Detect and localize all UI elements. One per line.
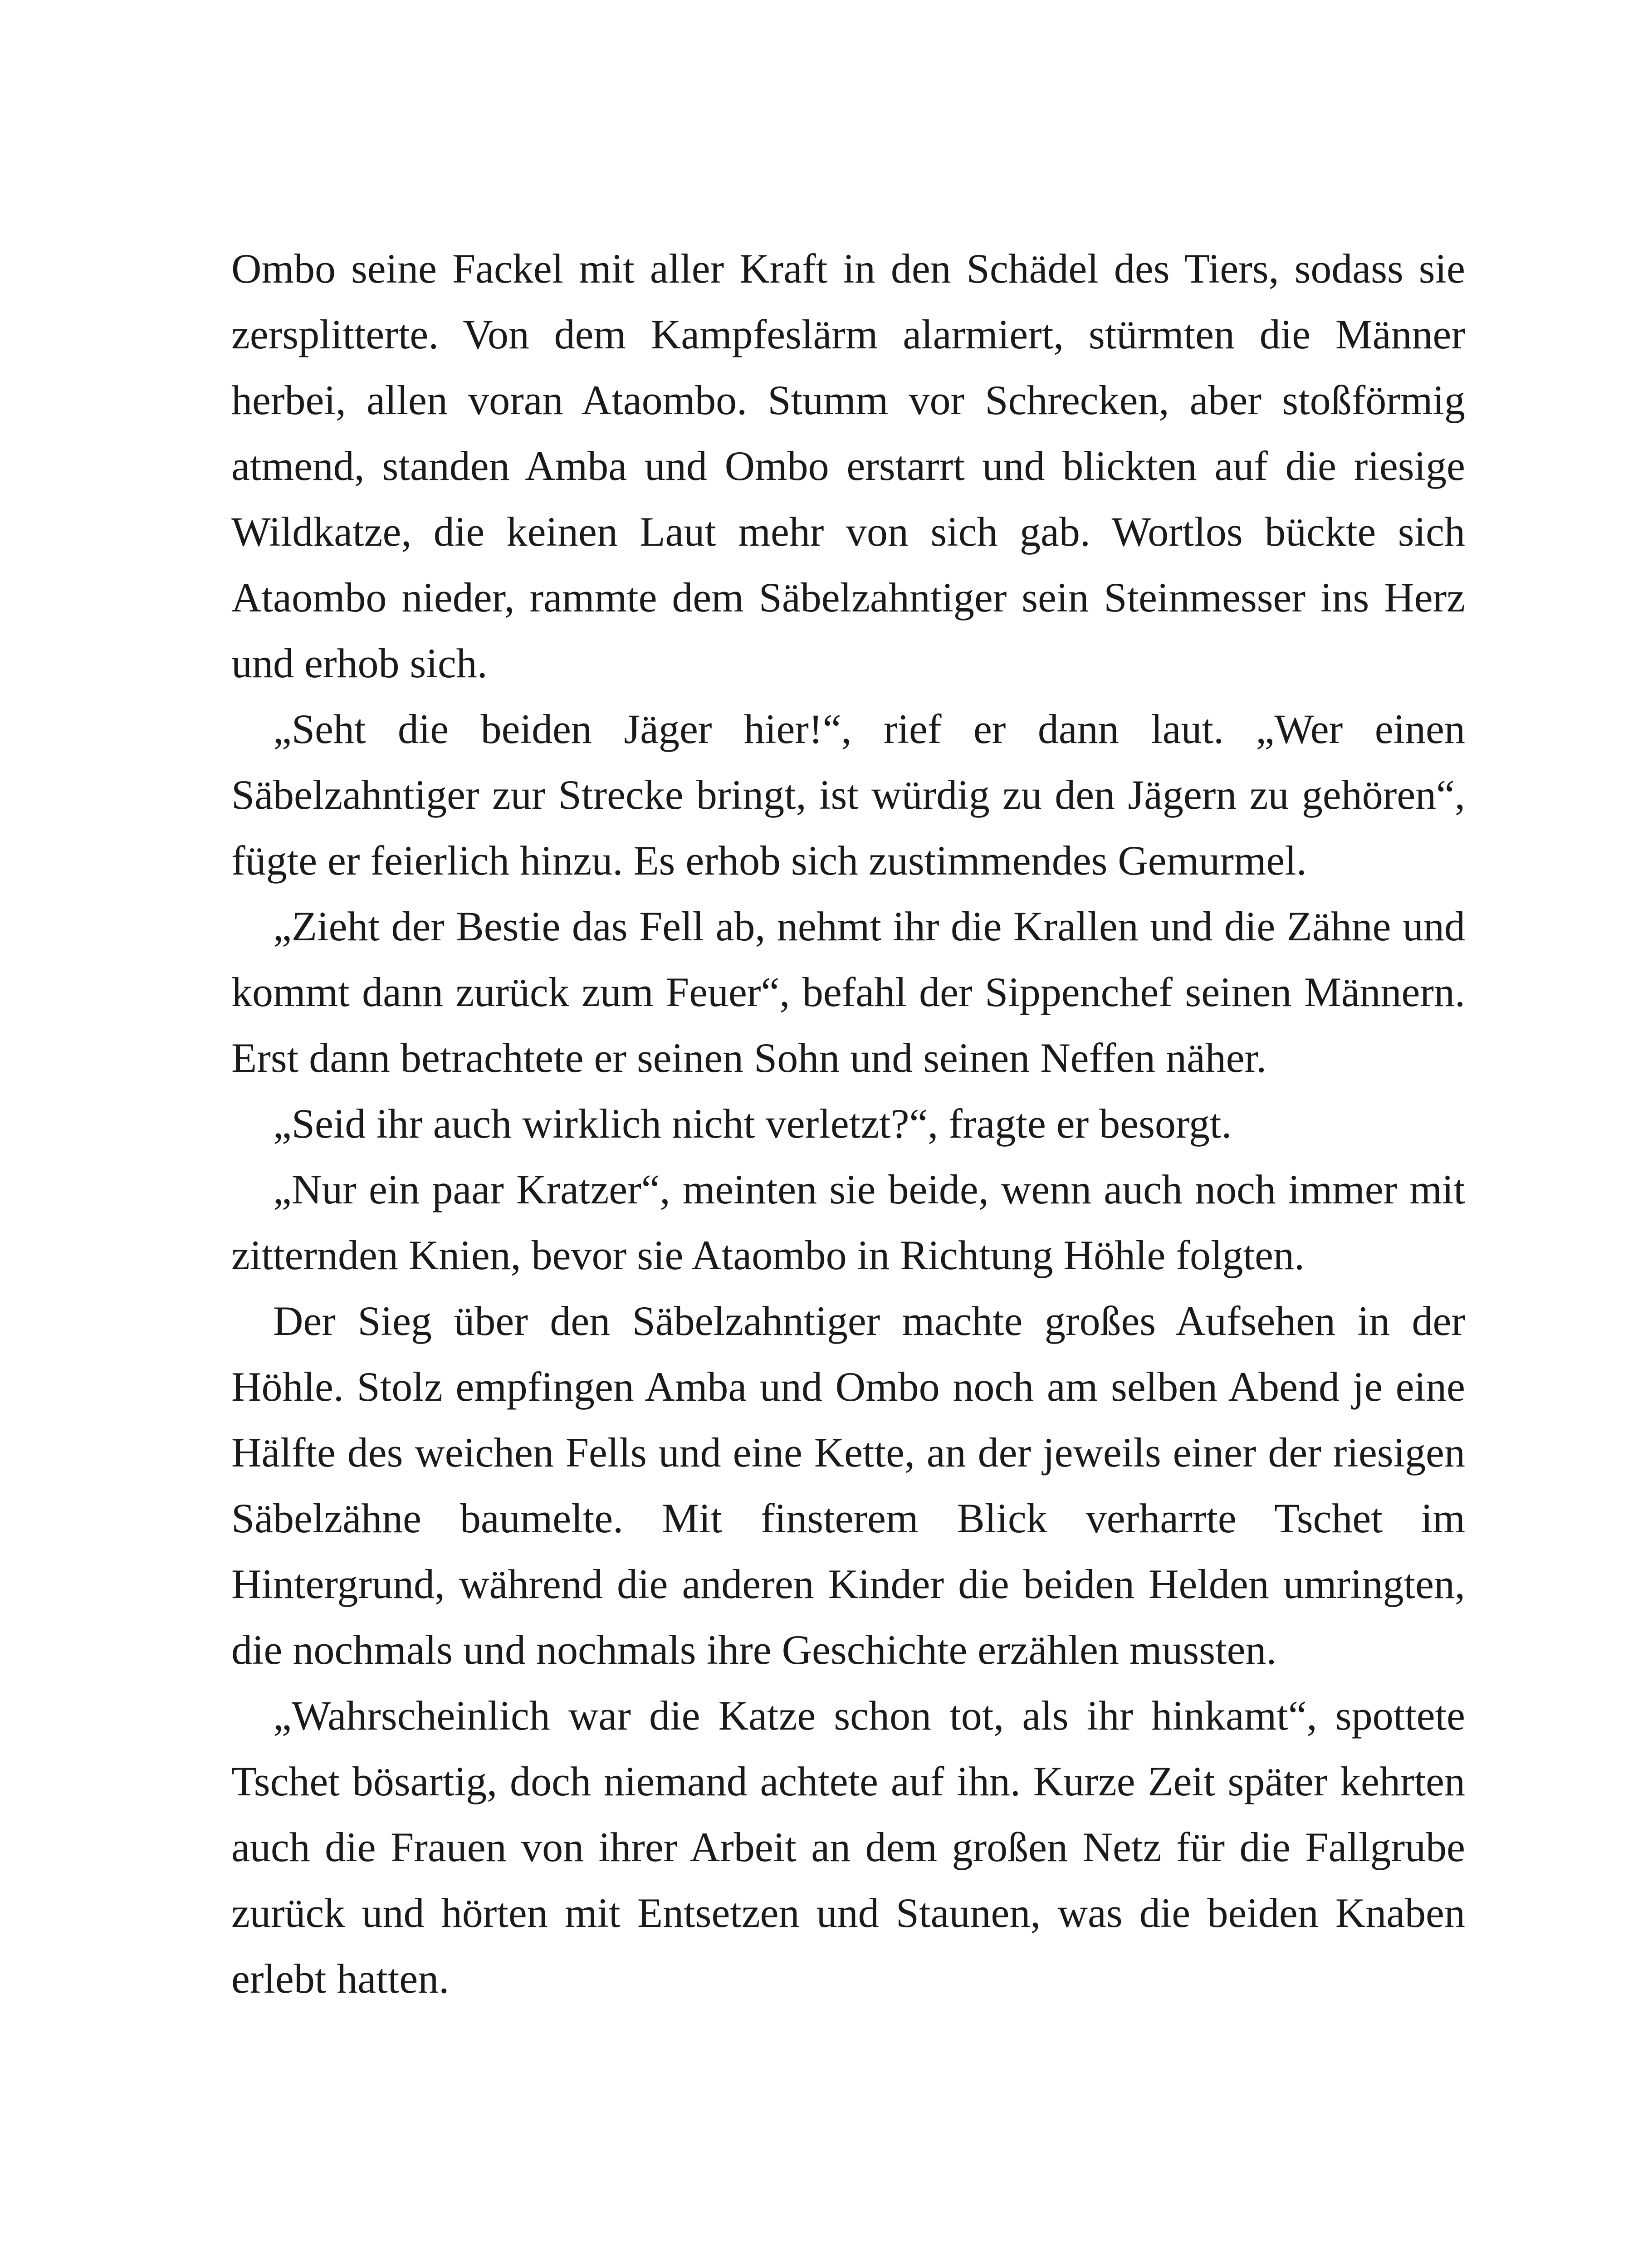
paragraph: „Zieht der Bestie das Fell ab, nehmt ihr die Krallen und die Zähne und kommt dann zurück zum Feuer“, befahl der Sippenchef seinen Männern. Erst dann betrachtete er seinen Sohn und seinen Neffen näher. [231, 903, 1465, 1081]
paragraph: „Wahrscheinlich war die Katze schon tot, als ihr hinkamt“, spottete Tschet bösartig, doch niemand achtete auf ihn. Kurze Zeit später kehrten auch die Frauen von ihrer Arbeit an dem großen Netz für die Fallgrube zurück und hörten mit Entsetzen und Staunen, was die beiden Knaben erlebt hatten. [231, 1692, 1465, 2002]
paragraph: „Seid ihr auch wirklich nicht verletzt?“, fragte er besorgt. [273, 1100, 1232, 1147]
paragraph: „Nur ein paar Kratzer“, meinten sie beide, wenn auch noch immer mit zitternden Knien, bevor sie Ataombo in Richtung Höhle folgten. [231, 1166, 1465, 1278]
body-text [231, 236, 1465, 2012]
paragraph: Der Sieg über den Säbelzahntiger machte großes Aufsehen in der Höhle. Stolz empfingen Amba und Ombo noch am selben Abend je eine Hälfte des weichen Fells und eine Kette, an der jeweils einer der riesigen Säbelzähne baumelte. Mit finsterem Blick verharrte Tschet im Hintergrund, während die anderen Kinder die beiden Helden umringten, die nochmals und nochmals ihre Geschichte erzählen mussten. [231, 1298, 1465, 1673]
paragraph: Ombo seine Fackel mit aller Kraft in den Schädel des Tiers, sodass sie zersplitterte. Von dem Kampfeslärm alarmiert, stürmten die Männer herbei, allen voran Ataombo. Stumm vor Schrecken, aber stoßförmig atmend, standen Amba und Ombo erstarrt und blickten auf die riesige Wildkatze, die keinen Laut mehr von sich gab. Wortlos bückte sich Ataombo nieder, rammte dem Säbelzahntiger sein Steinmesser ins Herz und erhob sich. [231, 245, 1465, 686]
paragraph: „Seht die beiden Jäger hier!“, rief er dann laut. „Wer einen Säbelzahntiger zur Strecke bringt, ist würdig zu den Jägern zu gehören“, fügte er feierlich hinzu. Es erhob sich zustimmendes Gemurmel. [231, 706, 1465, 884]
